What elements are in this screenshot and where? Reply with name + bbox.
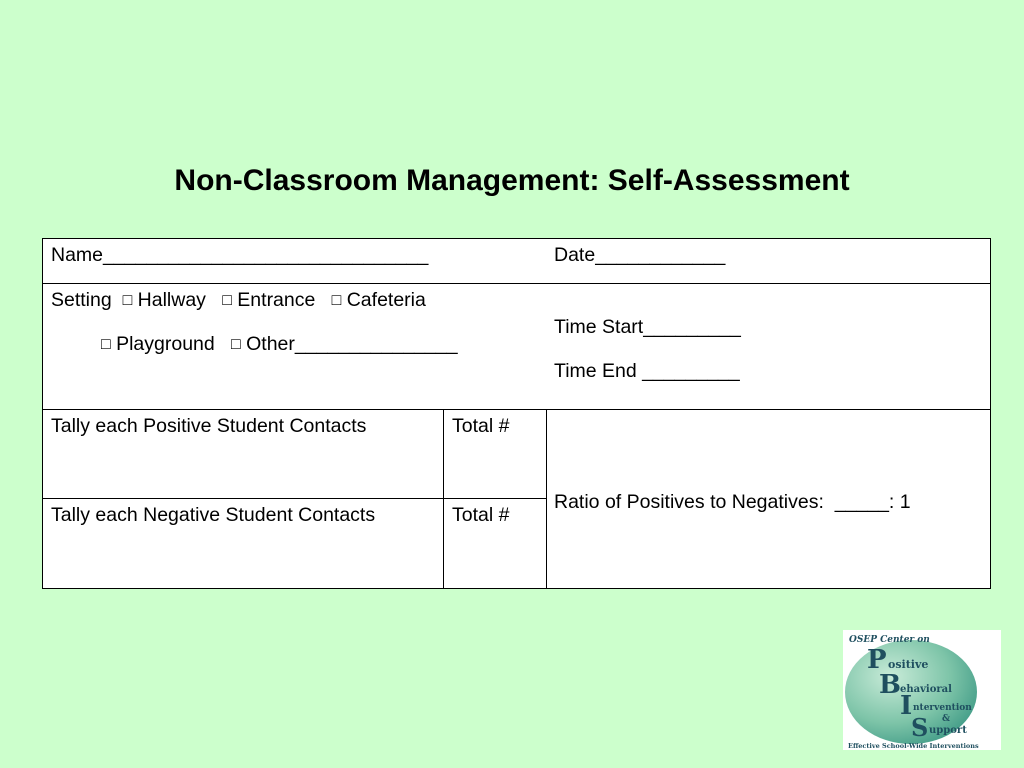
setting-label (51, 289, 426, 313)
option-entrance: Entrance (237, 289, 316, 311)
positive-tally-label: Tally each Positive Student Contacts (51, 415, 367, 437)
logo-ampersand: & (942, 714, 951, 724)
date-field-label[interactable]: Date____________ (554, 244, 726, 266)
negative-tally-label: Tally each Negative Student Contacts (51, 504, 376, 526)
logo-word-support: upport (929, 725, 967, 736)
divider-row-1 (43, 283, 990, 284)
logo-word-intervention: ntervention (913, 703, 972, 713)
divider-col-2 (546, 409, 547, 589)
logo-initial-s: S (911, 713, 929, 742)
logo-initial-b: B (879, 670, 901, 700)
logo-initial-i: I (900, 691, 913, 721)
page-title: Non-Classroom Management: Self-Assessment (174, 164, 850, 197)
pbis-logo-graphic (843, 630, 1001, 750)
checkbox-other[interactable]: □ (231, 336, 241, 353)
time-end-label[interactable]: Time End _________ (554, 360, 740, 382)
time-start-label[interactable]: Time Start_________ (554, 316, 741, 338)
option-playground: Playground (116, 333, 215, 355)
option-other: Other_______________ (246, 333, 458, 355)
negative-total-label: Total # (452, 504, 510, 526)
checkbox-hallway[interactable]: □ (122, 292, 133, 309)
self-assessment-form (42, 238, 991, 589)
setting-row-2 (101, 333, 458, 357)
checkbox-cafeteria[interactable]: □ (331, 292, 342, 309)
option-cafeteria: Cafeteria (346, 289, 426, 311)
setting-label-text: Setting (51, 289, 112, 311)
logo-word-positive: ositive (888, 658, 929, 671)
option-hallway: Hallway (137, 289, 206, 311)
positive-total-label: Total # (452, 415, 510, 437)
divider-col-1 (443, 409, 444, 589)
logo-initial-p: P (867, 645, 887, 675)
logo-header: OSEP Center on (849, 635, 930, 645)
logo-footer: Effective School-Wide Interventions (848, 742, 979, 750)
pbis-logo (843, 630, 1001, 750)
ratio-label: Ratio of Positives to Negatives: _____: 1 (554, 491, 911, 513)
divider-row-2 (43, 409, 990, 410)
divider-row-3 (43, 498, 547, 499)
checkbox-entrance[interactable]: □ (222, 292, 232, 309)
name-field-label[interactable]: Name______________________________ (51, 244, 429, 266)
logo-word-behavioral: ehavioral (900, 684, 952, 695)
checkbox-playground[interactable]: □ (101, 336, 111, 353)
